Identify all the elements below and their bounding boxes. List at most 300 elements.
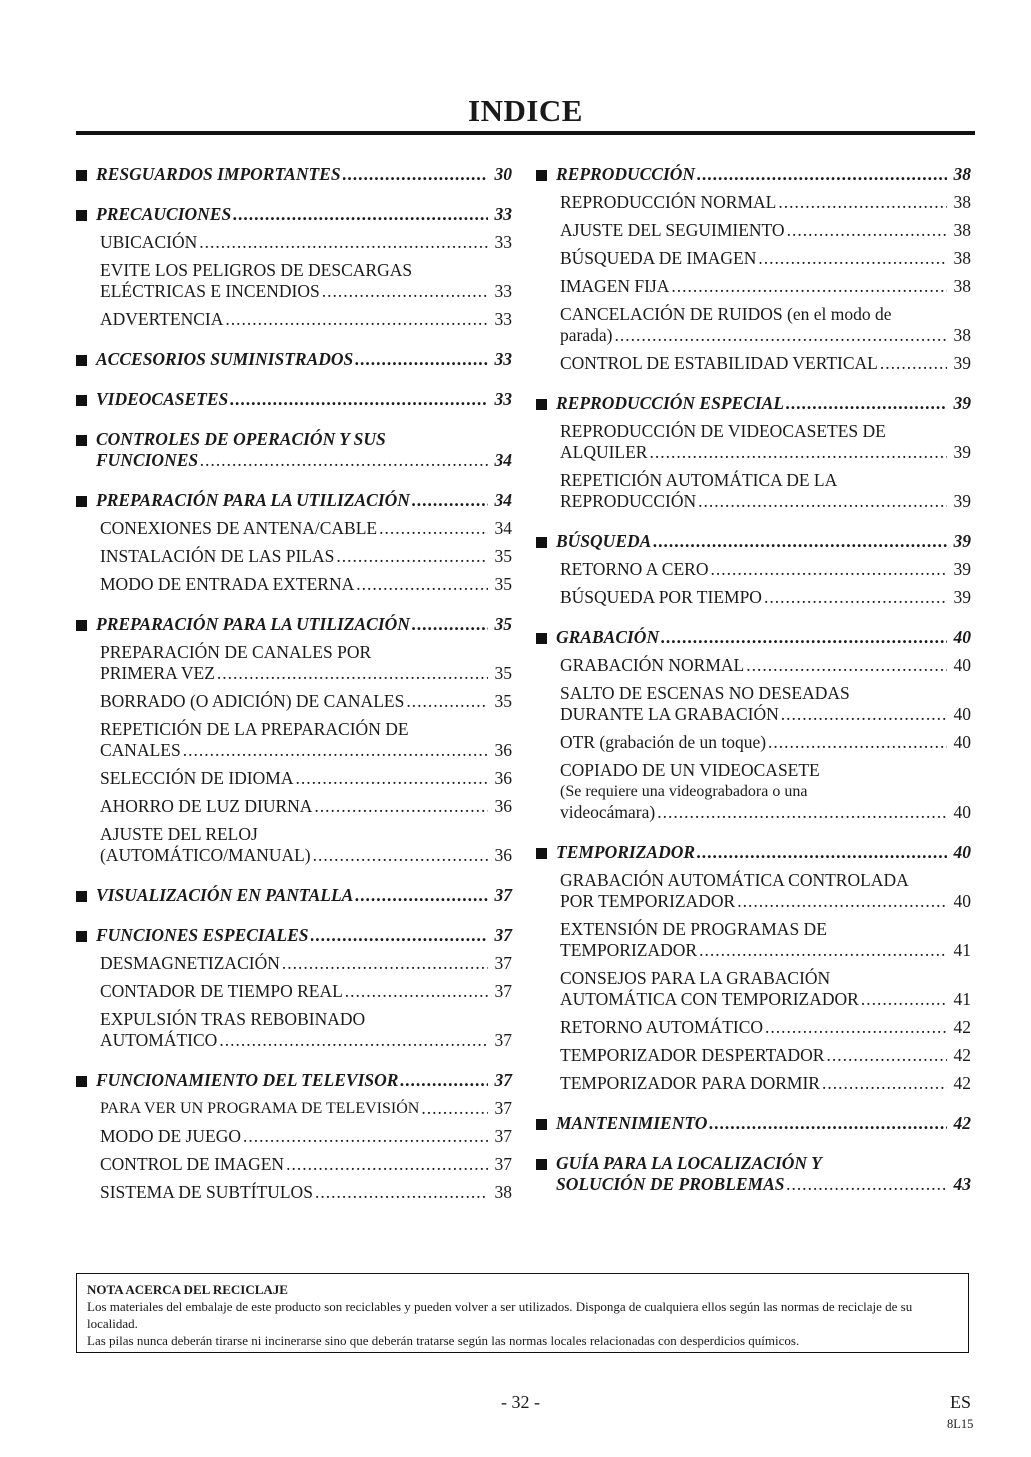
item-row	[100, 768, 512, 789]
item-text-line: AJUSTE DEL RELOJ	[100, 824, 258, 844]
dot-leader	[826, 1045, 947, 1066]
toc-item	[76, 1126, 512, 1147]
section-page: 35	[494, 614, 512, 634]
item-text: TEMPORIZADOR	[560, 940, 698, 960]
item-text: MODO DE JUEGO	[100, 1126, 241, 1146]
dot-leader	[671, 276, 947, 297]
item-text-line: REPETICIÓN DE LA PREPARACIÓN DE	[100, 719, 409, 739]
item-text: CONTADOR DE TIEMPO REAL	[100, 981, 343, 1001]
item-row	[560, 491, 971, 512]
item-row	[560, 1045, 971, 1066]
toc-right-column	[536, 164, 971, 1214]
item-row	[560, 248, 971, 269]
item-text-line: CONSEJOS PARA LA GRABACIÓN	[560, 968, 831, 988]
dot-leader	[861, 989, 947, 1010]
toc-item	[536, 1073, 971, 1094]
section-heading	[76, 429, 512, 450]
toc-item	[536, 968, 971, 1010]
toc-item	[76, 546, 512, 567]
item-page: 38	[494, 1182, 512, 1202]
toc-item	[536, 276, 971, 297]
item-text: RETORNO AUTOMÁTICO	[560, 1017, 764, 1037]
toc-item	[76, 768, 512, 789]
item-row	[560, 989, 971, 1010]
toc-item	[536, 470, 971, 512]
item-row	[560, 732, 971, 753]
dot-leader	[225, 309, 488, 330]
dot-leader	[412, 614, 488, 635]
bullet-icon	[76, 931, 87, 942]
item-text: REPRODUCCIÓN NORMAL	[560, 192, 777, 212]
item-row	[560, 442, 971, 463]
section-page: 40	[953, 842, 971, 862]
bullet-icon	[536, 170, 547, 181]
bullet-icon	[536, 848, 547, 859]
section-page: 37	[494, 1070, 512, 1090]
section-heading	[76, 349, 512, 370]
item-row	[560, 1073, 971, 1094]
dot-leader	[737, 891, 947, 912]
dot-leader	[295, 768, 488, 789]
item-page: 35	[494, 574, 512, 594]
section-heading	[536, 627, 971, 648]
toc-item	[536, 1017, 971, 1038]
item-page: 36	[494, 845, 512, 865]
toc-item	[536, 421, 971, 463]
toc-section	[536, 1113, 971, 1134]
dot-leader	[336, 546, 488, 567]
section-heading	[76, 204, 512, 225]
section-title: PRECAUCIONES	[96, 204, 232, 224]
dot-leader	[698, 491, 947, 512]
section-title: GRABACIÓN	[556, 627, 660, 647]
dot-leader	[880, 353, 947, 374]
item-page: 37	[494, 1126, 512, 1146]
item-row	[100, 1030, 512, 1051]
toc-item	[536, 220, 971, 241]
item-row	[560, 655, 971, 676]
dot-leader	[355, 349, 488, 370]
section-heading	[76, 614, 512, 635]
note-text-2: Las pilas nunca deberán tirarse ni incinerarse sino que deberán tratarse según las normas locales relacionadas con desperdicios químicos.	[87, 1333, 800, 1348]
dot-leader	[183, 740, 488, 761]
section-page: 33	[494, 389, 512, 409]
section-title: VIDEOCASETES	[96, 389, 229, 409]
dot-leader	[697, 164, 947, 185]
item-page: 36	[494, 796, 512, 816]
item-page: 37	[494, 1154, 512, 1174]
section-heading	[536, 1153, 971, 1174]
toc-item	[76, 642, 512, 684]
item-row	[560, 325, 971, 346]
item-text: (AUTOMÁTICO/MANUAL)	[100, 845, 311, 865]
note-text-1: Los materiales del embalaje de este producto son reciclables y pueden volver a ser utilizados. Disponga de cualquiera ellos según las normas de reciclaje de su localidad.	[87, 1299, 913, 1331]
item-row	[100, 546, 512, 567]
section-title: BÚSQUEDA	[556, 531, 652, 551]
toc-section	[76, 164, 512, 185]
item-page: 37	[494, 953, 512, 973]
dot-leader	[764, 587, 947, 608]
toc-item	[76, 574, 512, 595]
toc-item	[76, 1009, 512, 1051]
toc-item	[76, 518, 512, 539]
toc-item	[536, 919, 971, 961]
item-row	[560, 220, 971, 241]
toc-item	[536, 655, 971, 676]
item-text: parada)	[560, 325, 613, 345]
item-page: 39	[953, 559, 971, 579]
section-page: 37	[494, 925, 512, 945]
item-row	[560, 276, 971, 297]
section-title: FUNCIONAMIENTO DEL TELEVISOR	[96, 1070, 399, 1090]
toc-item	[536, 760, 971, 823]
toc-item	[76, 981, 512, 1002]
dot-leader	[412, 490, 488, 511]
toc-item	[536, 304, 971, 346]
section-page: 39	[953, 393, 971, 413]
section-heading	[76, 164, 512, 185]
toc-item	[76, 719, 512, 761]
bullet-icon	[76, 435, 87, 446]
dot-leader	[421, 1098, 488, 1119]
item-text: AUTOMÁTICA CON TEMPORIZADOR	[560, 989, 859, 1009]
dot-leader	[661, 627, 947, 648]
section-title: TEMPORIZADOR	[556, 842, 696, 862]
item-row	[560, 704, 971, 725]
item-text-line: COPIADO DE UN VIDEOCASETE	[560, 760, 820, 780]
item-row	[100, 281, 512, 302]
item-page: 40	[953, 704, 971, 724]
bullet-icon	[536, 537, 547, 548]
item-row	[560, 891, 971, 912]
item-text-line: PREPARACIÓN DE CANALES POR	[100, 642, 372, 662]
toc-section	[536, 531, 971, 608]
item-text: INSTALACIÓN DE LAS PILAS	[100, 546, 335, 566]
page-title: INDICE	[468, 93, 583, 128]
dot-leader	[243, 1126, 488, 1147]
item-page: 37	[494, 1098, 512, 1118]
item-text: videocámara)	[560, 802, 656, 822]
dot-leader	[822, 1073, 947, 1094]
toc-section	[76, 389, 512, 410]
item-text-line: GRABACIÓN AUTOMÁTICA CONTROLADA	[560, 870, 909, 890]
dot-leader	[709, 1113, 947, 1134]
item-text: AUTOMÁTICO	[100, 1030, 218, 1050]
toc-item	[76, 953, 512, 974]
toc-item	[536, 248, 971, 269]
dot-leader	[199, 232, 488, 253]
item-row	[100, 663, 512, 684]
dot-leader	[710, 559, 947, 580]
item-row	[100, 953, 512, 974]
item-text: TEMPORIZADOR DESPERTADOR	[560, 1045, 825, 1065]
toc-section	[76, 885, 512, 906]
dot-leader	[343, 164, 488, 185]
toc-item	[76, 691, 512, 712]
bullet-icon	[536, 633, 547, 644]
item-row	[560, 559, 971, 580]
item-page: 38	[953, 248, 971, 268]
item-page: 35	[494, 546, 512, 566]
item-text: PRIMERA VEZ	[100, 663, 215, 683]
item-row	[100, 518, 512, 539]
item-page: 38	[953, 325, 971, 345]
dot-leader	[315, 1182, 488, 1203]
dot-leader	[758, 248, 947, 269]
bullet-icon	[76, 210, 87, 221]
bullet-icon	[76, 496, 87, 507]
item-text: OTR (grabación de un toque)	[560, 732, 767, 752]
item-row	[100, 309, 512, 330]
dot-leader	[657, 802, 947, 823]
item-text-line: EXPULSIÓN TRAS REBOBINADO	[100, 1009, 366, 1029]
section-page: 30	[494, 164, 512, 184]
item-row	[100, 1098, 512, 1119]
bullet-icon	[76, 395, 87, 406]
section-title: VISUALIZACIÓN EN PANTALLA	[96, 885, 354, 905]
item-page: 38	[953, 192, 971, 212]
dot-leader	[746, 655, 947, 676]
item-text: MODO DE ENTRADA EXTERNA	[100, 574, 355, 594]
item-text: BÚSQUEDA DE IMAGEN	[560, 248, 757, 268]
item-text: CONTROL DE ESTABILIDAD VERTICAL	[560, 353, 878, 373]
toc-item	[76, 824, 512, 866]
dot-leader	[653, 531, 947, 552]
section-page: 40	[953, 627, 971, 647]
dot-leader	[778, 192, 947, 213]
section-page: 42	[953, 1113, 971, 1133]
item-text: DESMAGNETIZACIÓN	[100, 953, 280, 973]
toc-item	[536, 353, 971, 374]
item-page: 41	[953, 989, 971, 1009]
section-heading	[76, 490, 512, 511]
item-text-line: (Se requiere una videograbadora o una	[560, 783, 808, 800]
section-page: 33	[494, 349, 512, 369]
item-page: 42	[953, 1045, 971, 1065]
item-text-line: EXTENSIÓN DE PROGRAMAS DE	[560, 919, 827, 939]
item-row	[560, 192, 971, 213]
dot-leader	[768, 732, 947, 753]
item-row	[100, 1154, 512, 1175]
item-page: 39	[953, 491, 971, 511]
dot-leader	[699, 940, 947, 961]
section-heading	[76, 885, 512, 906]
toc-section	[536, 164, 971, 374]
item-page: 40	[953, 655, 971, 675]
item-page: 42	[953, 1017, 971, 1037]
item-text: ADVERTENCIA	[100, 309, 224, 329]
bullet-icon	[76, 891, 87, 902]
dot-leader	[217, 663, 488, 684]
dot-leader	[787, 1174, 947, 1195]
bullet-icon	[76, 620, 87, 631]
section-page: 37	[494, 885, 512, 905]
section-title: REPRODUCCIÓN ESPECIAL	[556, 393, 785, 413]
section-heading	[536, 393, 971, 414]
section-heading-cont	[76, 450, 512, 471]
toc-section	[76, 204, 512, 330]
item-row	[560, 353, 971, 374]
item-text: UBICACIÓN	[100, 232, 198, 252]
section-heading	[76, 389, 512, 410]
toc-item	[536, 559, 971, 580]
toc-section	[536, 1153, 971, 1195]
dot-leader	[200, 450, 488, 471]
item-text: GRABACIÓN NORMAL	[560, 655, 745, 675]
section-heading	[536, 842, 971, 863]
section-heading	[536, 164, 971, 185]
item-text: ELÉCTRICAS E INCENDIOS	[100, 281, 320, 301]
page-number: - 32 -	[501, 1392, 540, 1412]
title-rule	[76, 131, 975, 135]
item-text: TEMPORIZADOR PARA DORMIR	[560, 1073, 820, 1093]
item-row	[100, 691, 512, 712]
dot-leader	[313, 845, 488, 866]
dot-leader	[286, 1154, 488, 1175]
section-page: 34	[494, 450, 512, 470]
dot-leader	[314, 796, 488, 817]
dot-leader	[379, 518, 488, 539]
dot-leader	[765, 1017, 947, 1038]
item-text-line: SALTO DE ESCENAS NO DESEADAS	[560, 683, 850, 703]
item-page: 37	[494, 981, 512, 1001]
dot-leader	[311, 925, 488, 946]
section-page: 39	[953, 531, 971, 551]
section-page: 33	[494, 204, 512, 224]
item-page: 38	[953, 276, 971, 296]
dot-leader	[356, 574, 488, 595]
section-title: SOLUCIÓN DE PROBLEMAS	[556, 1174, 785, 1194]
section-heading	[76, 1070, 512, 1091]
dot-leader	[355, 885, 488, 906]
item-page: 33	[494, 309, 512, 329]
bullet-icon	[76, 170, 87, 181]
toc-item	[76, 1098, 512, 1119]
model-code: 8L15	[947, 1417, 974, 1431]
bullet-icon	[536, 1119, 547, 1130]
item-page: 39	[953, 353, 971, 373]
toc-item	[536, 683, 971, 725]
toc-section	[536, 842, 971, 1094]
bullet-icon	[76, 355, 87, 366]
item-text: DURANTE LA GRABACIÓN	[560, 704, 779, 724]
dot-leader	[406, 691, 488, 712]
item-page: 39	[953, 442, 971, 462]
item-text: RETORNO A CERO	[560, 559, 709, 579]
dot-leader	[400, 1070, 488, 1091]
item-page: 34	[494, 518, 512, 538]
item-page: 39	[953, 587, 971, 607]
dot-leader	[233, 204, 488, 225]
section-title-line: CONTROLES DE OPERACIÓN Y SUS	[96, 429, 386, 449]
item-text: REPRODUCCIÓN	[560, 491, 697, 511]
item-row	[100, 1182, 512, 1203]
dot-leader	[282, 953, 488, 974]
toc-section	[76, 429, 512, 471]
section-title-line: GUÍA PARA LA LOCALIZACIÓN Y	[556, 1153, 822, 1173]
toc-item	[536, 1045, 971, 1066]
bullet-icon	[536, 399, 547, 410]
item-row	[100, 232, 512, 253]
item-text: ALQUILER	[560, 442, 648, 462]
toc-item	[76, 260, 512, 302]
section-heading-cont	[536, 1174, 971, 1195]
toc-section	[536, 393, 971, 512]
item-text: CANALES	[100, 740, 181, 760]
item-text-line: CANCELACIÓN DE RUIDOS (en el modo de	[560, 304, 892, 324]
dot-leader	[787, 220, 947, 241]
item-page: 38	[953, 220, 971, 240]
item-text: POR TEMPORIZADOR	[560, 891, 736, 911]
item-page: 40	[953, 732, 971, 752]
item-text: PARA VER UN PROGRAMA DE TELEVISIÓN	[100, 1100, 420, 1117]
section-heading	[536, 531, 971, 552]
item-row	[560, 802, 971, 823]
toc-item	[536, 587, 971, 608]
item-page: 33	[494, 281, 512, 301]
item-row	[100, 796, 512, 817]
item-text: SELECCIÓN DE IDIOMA	[100, 768, 294, 788]
dot-leader	[649, 442, 947, 463]
section-page: 38	[953, 164, 971, 184]
item-text: BORRADO (O ADICIÓN) DE CANALES	[100, 691, 405, 711]
item-text: IMAGEN FIJA	[560, 276, 670, 296]
section-page: 34	[494, 490, 512, 510]
item-page: 41	[953, 940, 971, 960]
item-text: AHORRO DE LUZ DIURNA	[100, 796, 313, 816]
toc-section	[76, 614, 512, 866]
dot-leader	[786, 393, 947, 414]
dot-leader	[322, 281, 488, 302]
item-text-line: REPRODUCCIÓN DE VIDEOCASETES DE	[560, 421, 886, 441]
item-row	[560, 587, 971, 608]
item-page: 35	[494, 691, 512, 711]
section-title: MANTENIMIENTO	[556, 1113, 708, 1133]
item-page: 40	[953, 802, 971, 822]
toc-section	[536, 627, 971, 823]
toc-item	[76, 232, 512, 253]
item-row	[100, 740, 512, 761]
section-heading	[76, 925, 512, 946]
item-row	[100, 845, 512, 866]
dot-leader	[781, 704, 947, 725]
item-row	[100, 1126, 512, 1147]
section-title: RESGUARDOS IMPORTANTES	[96, 164, 341, 184]
item-row	[100, 574, 512, 595]
item-text: CONEXIONES DE ANTENA/CABLE	[100, 518, 378, 538]
toc-item	[76, 796, 512, 817]
item-text-line: REPETICIÓN AUTOMÁTICA DE LA	[560, 470, 838, 490]
bullet-icon	[536, 1159, 547, 1170]
section-title: REPRODUCCIÓN	[556, 164, 696, 184]
toc-section	[76, 925, 512, 1051]
item-page: 36	[494, 740, 512, 760]
language-code: ES	[950, 1392, 972, 1412]
dot-leader	[230, 389, 488, 410]
toc-section	[76, 490, 512, 595]
item-text: BÚSQUEDA POR TIEMPO	[560, 587, 762, 607]
item-page: 42	[953, 1073, 971, 1093]
item-page: 37	[494, 1030, 512, 1050]
item-row	[560, 940, 971, 961]
toc-item	[536, 732, 971, 753]
section-heading	[536, 1113, 971, 1134]
dot-leader	[614, 325, 947, 346]
section-title: FUNCIONES	[96, 450, 199, 470]
toc-section	[76, 349, 512, 370]
toc-left-column	[76, 164, 512, 1222]
dot-leader	[219, 1030, 488, 1051]
